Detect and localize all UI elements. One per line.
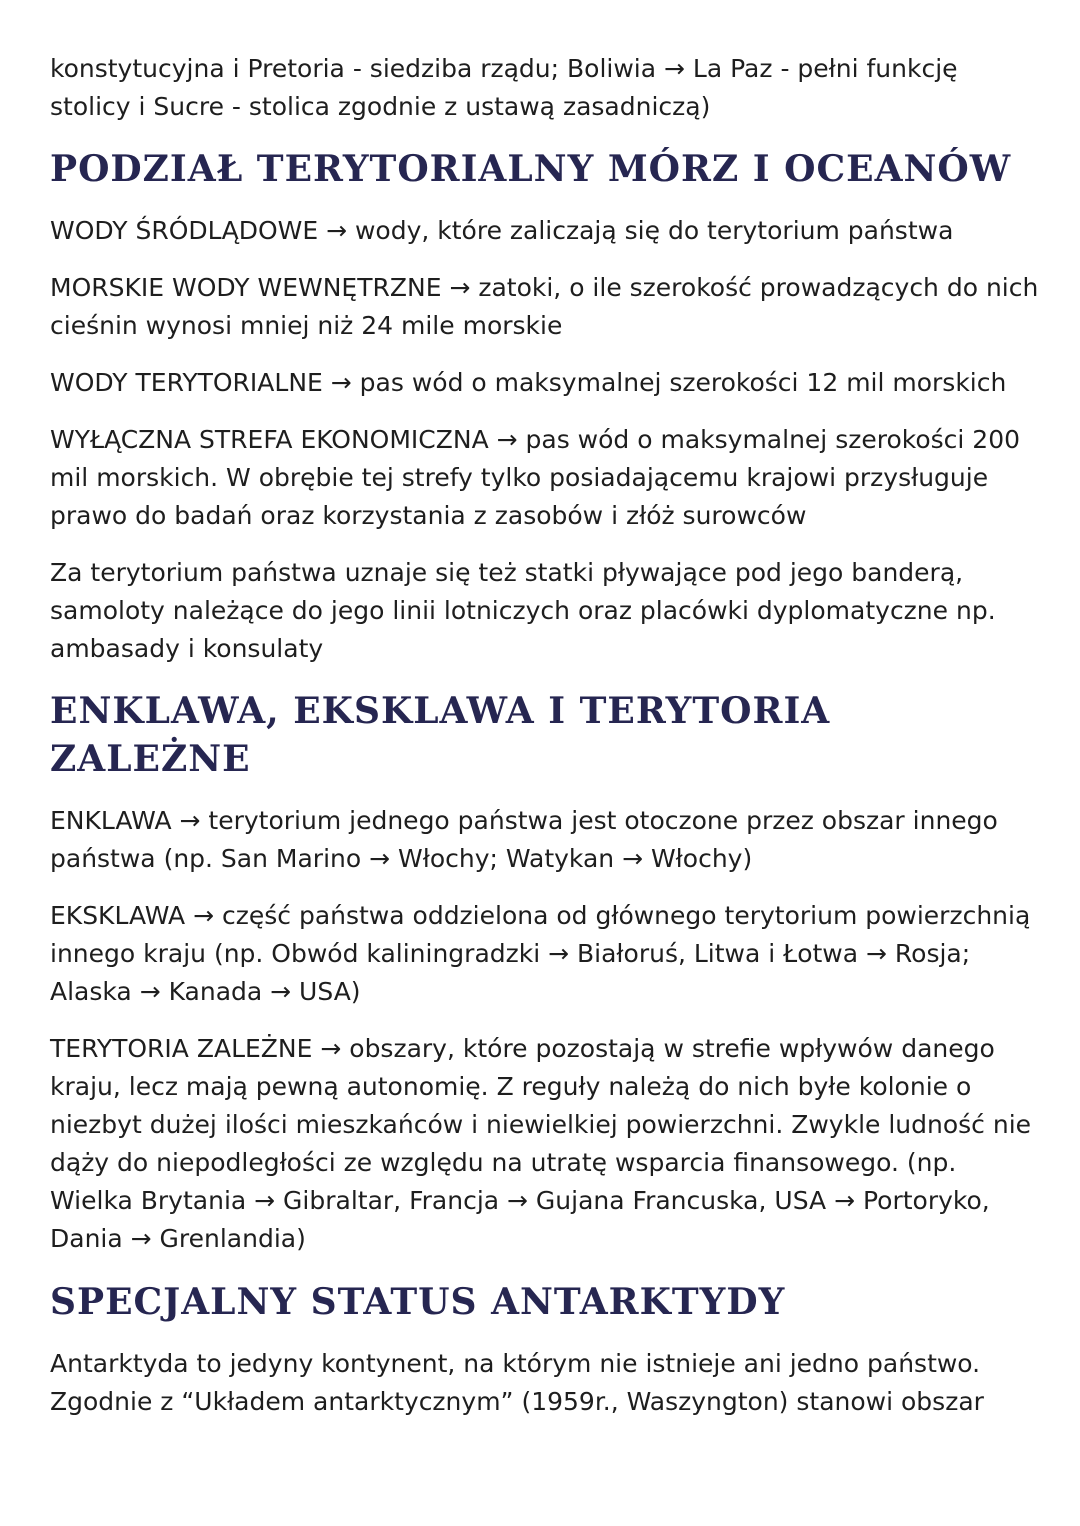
- paragraph-dependent-territories: TERYTORIA ZALEŻNE → obszary, które pozostają w strefie wpływów danego kraju, lecz mają pewną autonomię. Z reguły należą do nich byłe kolonie o niezbyt dużej ilości mieszkańców i niewielkiej powierzchni. Zwykle ludność nie dąży do niepodległości ze względu na utratę wsparcia finansowego. (np. Wielka Brytania → Gibraltar, Francja → Gujana Francuska, USA → Portoryko, Dania → Grenlandia): [50, 1034, 1032, 1253]
- paragraph-internal-sea-waters: MORSKIE WODY WEWNĘTRZNE → zatoki, o ile szerokość prowadzących do nich cieśnin wynosi mniej niż 24 mile morskie: [50, 273, 1039, 340]
- section-heading-sea-division: PODZIAŁ TERYTORIALNY MÓRZ I OCEANÓW: [50, 148, 1012, 190]
- paragraph-enclave: ENKLAWA → terytorium jednego państwa jest otoczone przez obszar innego państwa (np. San Marino → Włochy; Watykan → Włochy): [50, 806, 998, 873]
- section-heading-enclave-exclave: ENKLAWA, EKSKLAWA I TERYTORIA ZALEŻNE: [50, 690, 831, 780]
- document-page: [50, 50, 1040, 1440]
- intro-paragraph: konstytucyjna i Pretoria - siedziba rządu; Boliwia → La Paz - pełni funkcję stolicy i Sucre - stolica zgodnie z ustawą zasadniczą): [50, 54, 958, 121]
- paragraph-antarctica: Antarktyda to jedyny kontynent, na którym nie istnieje ani jedno państwo. Zgodnie z “Układem antarktycznym” (1959r., Waszyngton) stanowi obszar: [50, 1349, 984, 1416]
- paragraph-exclave: EKSKLAWA → część państwa oddzielona od głównego terytorium powierzchnią innego kraju (np. Obwód kaliningradzki → Białoruś, Litwa i Łotwa → Rosja; Alaska → Kanada → USA): [50, 901, 1031, 1006]
- paragraph-inland-waters: WODY ŚRÓDLĄDOWE → wody, które zaliczają się do terytorium państwa: [50, 216, 954, 245]
- section-heading-antarctica-status: SPECJALNY STATUS ANTARKTYDY: [50, 1281, 786, 1323]
- paragraph-territorial-waters: WODY TERYTORIALNE → pas wód o maksymalnej szerokości 12 mil morskich: [50, 368, 1007, 397]
- paragraph-state-territory-extensions: Za terytorium państwa uznaje się też statki pływające pod jego banderą, samoloty należące do jego linii lotniczych oraz placówki dyplomatyczne np. ambasady i konsulaty: [50, 558, 996, 663]
- paragraph-exclusive-economic-zone: WYŁĄCZNA STREFA EKONOMICZNA → pas wód o maksymalnej szerokości 200 mil morskich. W obrębie tej strefy tylko posiadającemu krajowi przysługuje prawo do badań oraz korzystania z zasobów i złóż surowców: [50, 425, 1021, 530]
